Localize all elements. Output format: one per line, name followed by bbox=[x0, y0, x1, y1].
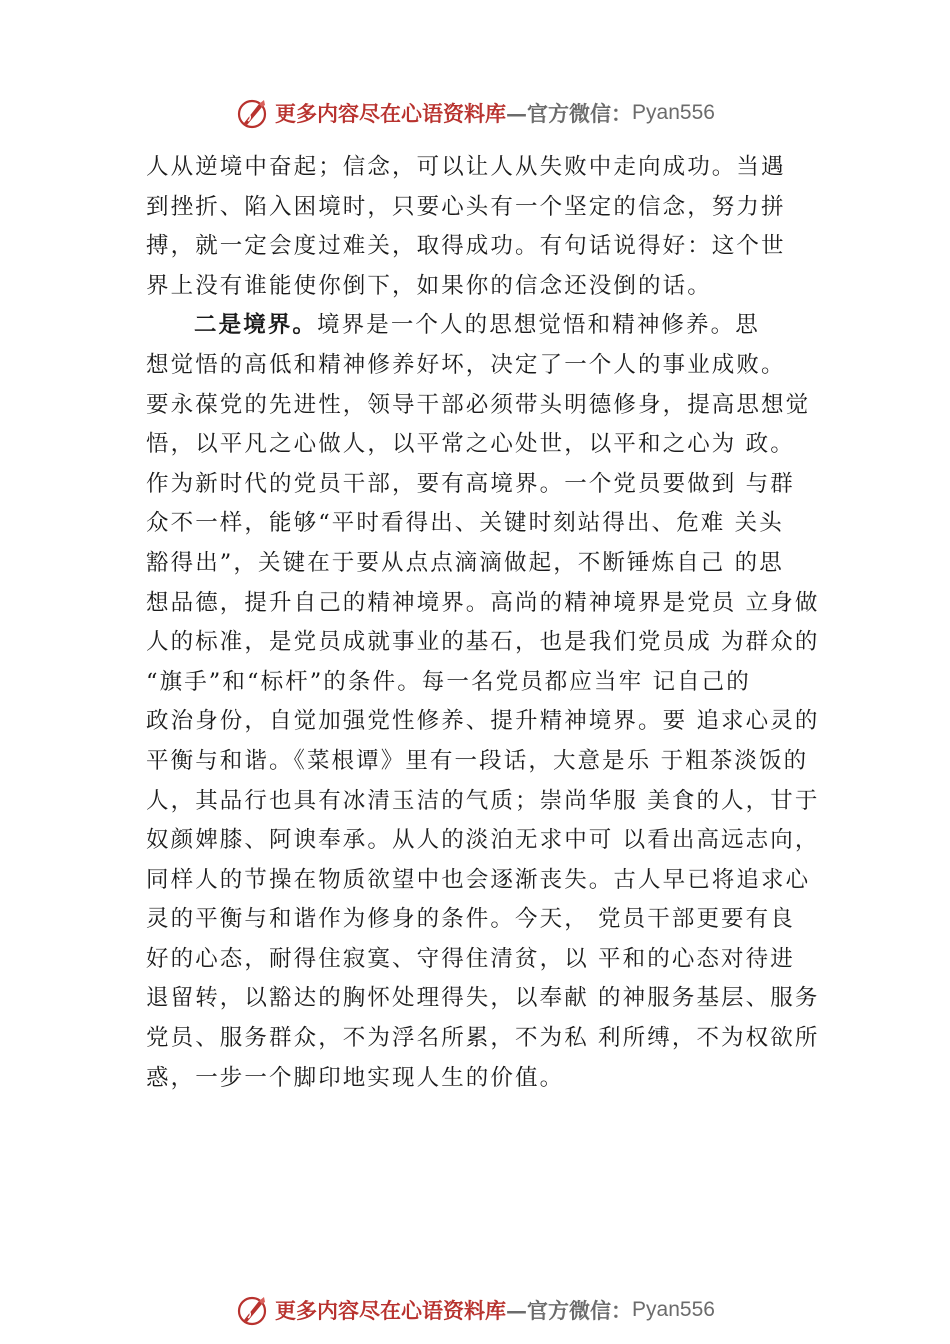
body-line: 界上没有谁能使你倒下，如果你的信念还没倒的话。 bbox=[146, 272, 712, 299]
header-brand: 更多内容尽在心语资料库 bbox=[275, 101, 507, 126]
body-line: 人，其品行也具有冰清玉洁的气质；崇尚华服 美食的人，甘于 bbox=[146, 787, 820, 814]
body-line: 想品德，提升自己的精神境界。高尚的精神境界是党员 立身做 bbox=[146, 589, 820, 616]
document-body bbox=[146, 148, 836, 1098]
body-line: 豁得出”，关键在于要从点点滴滴做起，不断锤炼自己 的思 bbox=[146, 549, 784, 576]
body-line: 退留转，以豁达的胸怀处理得失，以奉献 的神服务基层、服务 bbox=[146, 985, 820, 1012]
body-line: 想觉悟的高低和精神修养好坏，决定了一个人的事业成败。 bbox=[146, 351, 786, 378]
body-line: 灵的平衡与和谐作为修身的条件。今天， 党员干部更要有良 bbox=[146, 906, 795, 933]
body-line: 平衡与和谐。《菜根谭》里有一段话，大意是乐 于粗茶淡饭的 bbox=[146, 747, 809, 774]
footer-brand: 更多内容尽在心语资料库 bbox=[275, 1298, 507, 1323]
body-line: 要永葆党的先进性，领导干部必须带头明德修身，提高思想觉 bbox=[146, 391, 811, 418]
section-heading-rest: 境界是一个人的思想觉悟和精神修养。思 bbox=[317, 312, 760, 339]
body-line: 奴颜婢膝、阿谀奉承。从人的淡泊无求中可 以看出高远志向， bbox=[146, 827, 820, 854]
header-wechat-id: Pyan556 bbox=[632, 101, 715, 124]
body-line: 政治身份，自觉加强党性修养、提升精神境界。要 追求心灵的 bbox=[146, 708, 820, 735]
body-line: 惑，一步一个脚印地实现人生的价值。 bbox=[146, 1064, 565, 1091]
footer-wechat-id: Pyan556 bbox=[632, 1298, 715, 1321]
quill-pen-logo-icon bbox=[235, 96, 269, 130]
header-banner bbox=[0, 93, 950, 133]
body-line: 作为新时代的党员干部，要有高境界。一个党员要做到 与群 bbox=[146, 470, 795, 497]
body-line: 同样人的节操在物质欲望中也会逐渐丧失。古人早已将追求心 bbox=[146, 866, 811, 893]
footer-wechat-label: —官方微信： bbox=[506, 1298, 633, 1323]
quill-pen-logo-icon bbox=[235, 1293, 269, 1327]
body-line: 人的标准，是党员成就事业的基石，也是我们党员成 为群众的 bbox=[146, 629, 820, 656]
section-heading-line bbox=[146, 306, 836, 346]
footer-banner bbox=[0, 1290, 950, 1330]
body-line: 党员、服务群众，不为浮名所累，不为私 利所缚，不为权欲所 bbox=[146, 1025, 820, 1052]
body-line: 搏，就一定会度过难关，取得成功。有句话说得好：这个世 bbox=[146, 233, 786, 260]
body-line: 人从逆境中奋起；信念，可以让人从失败中走向成功。当遇 bbox=[146, 154, 786, 180]
header-wechat-label: —官方微信： bbox=[506, 101, 633, 126]
body-line: 到挫折、陷入困境时，只要心头有一个坚定的信念，努力拼 bbox=[146, 193, 786, 220]
body-line: 众不一样，能够“平时看得出、关键时刻站得出、危难 关头 bbox=[146, 510, 784, 537]
body-line: 好的心态，耐得住寂寞、守得住清贫，以 平和的心态对待进 bbox=[146, 945, 795, 972]
section-heading: 二是境界。 bbox=[194, 312, 318, 339]
body-line: “旗手”和“标杆”的条件。每一名党员都应当牢 记自己的 bbox=[146, 668, 751, 695]
body-line: 悟，以平凡之心做人，以平常之心处世，以平和之心为 政。 bbox=[146, 431, 795, 458]
